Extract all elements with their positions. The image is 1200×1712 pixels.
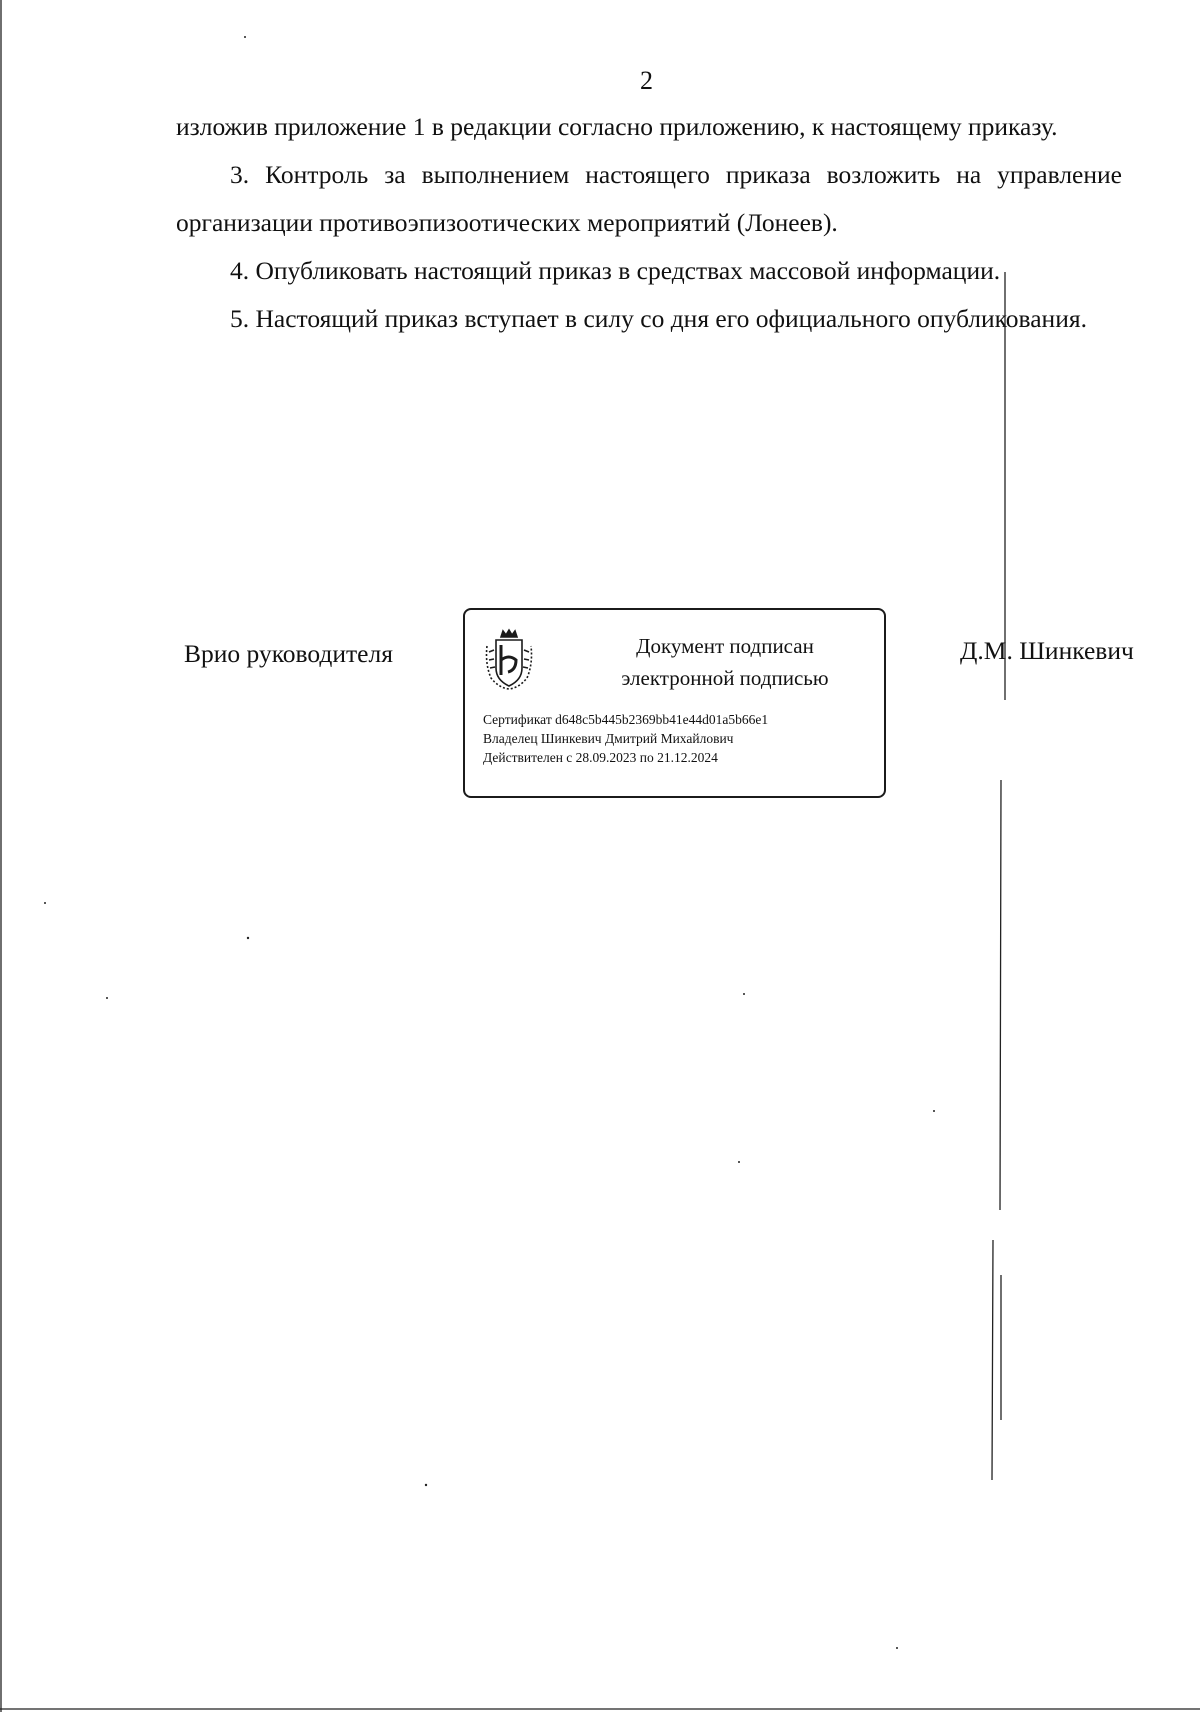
- stamp-owner: Владелец Шинкевич Дмитрий Михайлович: [483, 731, 734, 746]
- stamp-validity: Действителен с 28.09.2023 по 21.12.2024: [483, 750, 718, 765]
- scan-speck: [247, 937, 249, 939]
- stamp-certificate: Сертификат d648c5b445b2369bb41e44d01a5b66e1: [483, 712, 769, 727]
- paragraph-item-5: 5. Настоящий приказ вступает в силу со дня его официального опубликования.: [230, 304, 1087, 333]
- signer-position: Врио руководителя: [184, 639, 393, 668]
- scan-speck: [743, 993, 745, 995]
- scan-speck: [738, 1161, 740, 1163]
- scan-speck: [44, 902, 46, 904]
- paragraph-continuation: изложив приложение 1 в редакции согласно приложению, к настоящему приказу.: [176, 112, 1058, 141]
- scan-speck: [933, 1110, 935, 1112]
- signer-name: Д.М. Шинкевич: [960, 636, 1134, 665]
- paragraph-item-4: 4. Опубликовать настоящий приказ в средствах массовой информации.: [230, 256, 1001, 285]
- stamp-title-line-2: электронной подписью: [621, 666, 829, 690]
- scan-speck: [425, 1484, 427, 1486]
- scan-speck: [896, 1647, 898, 1649]
- scan-speck: [244, 36, 246, 38]
- page-number: 2: [640, 66, 653, 95]
- scan-margin-line: [992, 272, 1005, 1480]
- paragraph-item-3: 3. Контроль за выполнением настоящего приказа возложить на управление организации противоэпизоотических мероприятий (Лонеев).: [176, 160, 1122, 237]
- stamp-title-line-1: Документ подписан: [636, 634, 814, 658]
- scan-speck: [106, 997, 108, 999]
